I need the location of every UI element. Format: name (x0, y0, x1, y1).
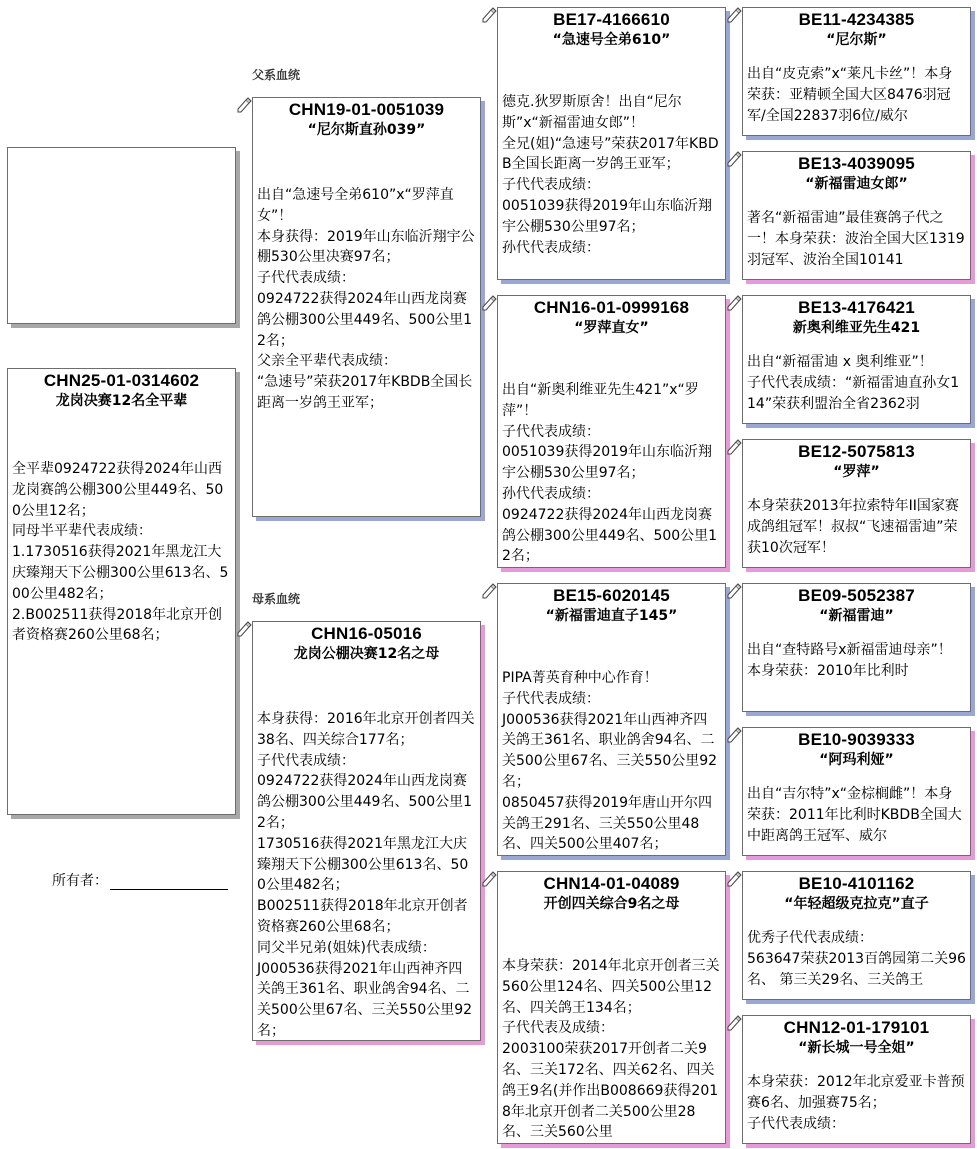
paternal-lineage-label: 父系血统 (252, 68, 301, 82)
ggp-ring-number: BE09-5052387 (798, 586, 915, 605)
sire-sire-name: “急速号全弟610” (552, 32, 671, 48)
subject-name: 龙岗决赛12名全平辈 (55, 393, 188, 409)
dam-name: 龙岗公棚决赛12名之母 (293, 646, 440, 662)
ggp-name: “新福雷迪女郎” (805, 176, 908, 192)
edit-icon[interactable] (726, 727, 742, 743)
ggp-ring-number: BE10-9039333 (798, 730, 915, 749)
ggp-description: 优秀子代代表成绩： 563647荣获2013百鸽园第二关96名、 第三关29名、三关鸽王 (747, 930, 966, 988)
sire-card[interactable] (252, 97, 481, 517)
ggp-description: 出自“查特路号x新福雷迪母亲”！ 本身荣获：2010年比利时 (747, 642, 952, 679)
maternal-lineage-label: 母系血统 (252, 592, 301, 606)
ggp-name: “新福雷迪” (819, 608, 894, 624)
dam-dam-description: 本身荣获：2014年北京开创者三关560公里124名、四关500公里12名、四关鸽王134名； 子代代表及成绩： 2003100荣获2017开创者二关9名、三关172名、四关62名、四关鸽王9名(并作出B008669获得2018年北京开创者二关500公里28名、三关560公里 (502, 958, 720, 1141)
dam-dam-card[interactable] (497, 871, 726, 1144)
edit-icon[interactable] (481, 871, 497, 887)
sire-description: 出自“急速号全弟610”x“罗萍直女”！ 本身获得：2019年山东临沂翔宇公棚530公里决赛97名； 子代代表成绩： 0924722获得2024年山西龙岗赛鸽公棚300公里449名、500公里12名； 父亲全平辈代表成绩： “急速号”荣获2017年KBDB全国长距离一岁鸽王亚军； (257, 187, 475, 411)
ggp-ring-number: CHN12-01-179101 (783, 1018, 930, 1037)
ggp-ring-number: BE13-4039095 (798, 154, 915, 173)
sire-dam-name: “罗萍直女” (574, 320, 649, 336)
dam-ring-number: CHN16-05016 (311, 624, 422, 643)
edit-icon[interactable] (236, 97, 252, 113)
ggp-description: 出自“吉尔特”x“金棕榈雌”！本身荣获：2011年比利时KBDB全国大中距离鸽王冠军、威尔 (747, 786, 962, 844)
edit-icon[interactable] (481, 7, 497, 23)
subject-ring-number: CHN25-01-0314602 (43, 371, 200, 390)
edit-icon[interactable] (726, 1015, 742, 1031)
edit-icon[interactable] (726, 439, 742, 455)
edit-icon[interactable] (726, 7, 742, 23)
ggp-description: 出自“皮克索”x“莱凡卡丝”！本身荣获：亚精顿全国大区8476羽冠军/全国22837羽6位/威尔 (747, 66, 953, 124)
dam-sire-ring-number: BE15-6020145 (553, 586, 670, 605)
ggp-ring-number: BE11-4234385 (798, 10, 915, 29)
ggp-name: “年轻超级克拉克”直子 (784, 896, 929, 912)
ggp-ring-number: BE12-5075813 (798, 442, 915, 461)
sire-sire-ring-number: BE17-4166610 (553, 10, 670, 29)
dam-sire-description: PIPA菁英育种中心作育！ 子代代表成绩： J000536获得2021年山西神齐四关鸽王361名、职业鸽舍94名、二关500公里67名、三关550公里92名； 0850457获得2019年唐山开尔四关鸽王291名、三关550公里48名、四关500公里407名； (502, 670, 718, 853)
dam-card[interactable] (252, 621, 481, 1041)
sire-dam-description: 出自“新奥利维亚先生421”x“罗萍”！ 子代代表成绩： 0051039获得2019年山东临沂翔宇公棚530公里97名； 孙代代表成绩： 0924722获得2024年山西龙岗赛鸽公棚300公里449名、500公里12名； (502, 382, 718, 565)
edit-icon[interactable] (726, 871, 742, 887)
owner-field[interactable] (52, 870, 228, 890)
ggp-description: 本身荣获2013年拉索特年II国家赛成鸽组冠军！叔叔“飞速福雷迪”荣获10次冠军！ (747, 498, 959, 556)
ggp-card[interactable] (742, 727, 971, 856)
dam-dam-ring-number: CHN14-01-04089 (543, 874, 680, 893)
ggp-card[interactable] (742, 151, 971, 280)
edit-icon[interactable] (481, 583, 497, 599)
subject-description: 全平辈0924722获得2024年山西龙岗赛鸽公棚300公里449名、500公里12名； 同母半平辈代表成绩： 1.1730516获得2021年黑龙江大庆臻翔天下公棚300公里613名、500公里482名； 2.B002511获得2018年北京开创者资格赛260公里68名； (12, 461, 229, 644)
ggp-name: “新长城一号全姐” (798, 1040, 915, 1056)
edit-icon[interactable] (726, 583, 742, 599)
owner-blank-line (110, 873, 228, 890)
sire-sire-card[interactable] (497, 7, 726, 280)
ggp-name: “阿玛利娅” (819, 752, 894, 768)
sire-name: “尼尔斯直孙039” (307, 122, 426, 138)
dam-sire-card[interactable] (497, 583, 726, 856)
pigeon-photo-frame[interactable] (7, 147, 236, 324)
ggp-description: 著名“新福雷迪”最佳赛鸽子代之一！本身荣获：波治全国大区1319羽冠军、波治全国10141 (747, 210, 965, 268)
ggp-ring-number: BE13-4176421 (798, 298, 915, 317)
edit-icon[interactable] (481, 295, 497, 311)
ggp-name: 新奥利维亚先生421 (792, 320, 921, 336)
dam-description: 本身获得：2016年北京开创者四关38名、四关综合177名； 子代代表成绩： 0924722获得2024年山西龙岗赛鸽公棚300公里449名、500公里12名； 1730516获得2021年黑龙江大庆臻翔天下公棚300公里613名、500公里482名； B002511获得2018年北京开创者资格赛260公里68名； 同父半兄弟(姐妹)代表成绩： J000536获得2021年山西神齐四关鸽王361名、职业鸽舍94名、二关500公里67名、三关550公里92名； (257, 711, 475, 1039)
ggp-card[interactable] (742, 295, 971, 424)
dam-dam-name: 开创四关综合9名之母 (543, 896, 680, 912)
ggp-name: “罗萍” (833, 464, 880, 480)
sire-sire-description: 德克.狄罗斯原舍！出自“尼尔斯”x“新福雷迪女郎”！ 全兄(姐)“急速号”荣获2017年KBDB全国长距离一岁鸽王亚军； 子代代表成绩： 0051039获得2019年山东临沂翔宇公棚530公里97名； 孙代代表成绩： (502, 94, 719, 256)
edit-icon[interactable] (726, 295, 742, 311)
edit-icon[interactable] (236, 621, 252, 637)
edit-icon[interactable] (726, 151, 742, 167)
ggp-description: 出自“新福雷迪 x 奥利维亚”！ 子代代表成绩：“新福雷迪直孙女114”荣获利盟治全省2362羽 (747, 354, 960, 412)
ggp-card[interactable] (742, 871, 971, 1000)
ggp-card[interactable] (742, 439, 971, 568)
sire-ring-number: CHN19-01-0051039 (288, 100, 445, 119)
ggp-ring-number: BE10-4101162 (798, 874, 915, 893)
owner-label: 所有者： (52, 873, 108, 889)
ggp-card[interactable] (742, 1015, 971, 1144)
dam-sire-name: “新福雷迪直子145” (545, 608, 678, 624)
ggp-description: 本身荣获：2012年北京爱亚卡普预赛6名、加强赛75名； 子代代表成绩： (747, 1074, 965, 1132)
ggp-card[interactable] (742, 7, 971, 136)
ggp-card[interactable] (742, 583, 971, 712)
sire-dam-card[interactable] (497, 295, 726, 568)
sire-dam-ring-number: CHN16-01-0999168 (533, 298, 690, 317)
ggp-name: “尼尔斯” (826, 32, 887, 48)
subject-card[interactable] (7, 368, 236, 815)
